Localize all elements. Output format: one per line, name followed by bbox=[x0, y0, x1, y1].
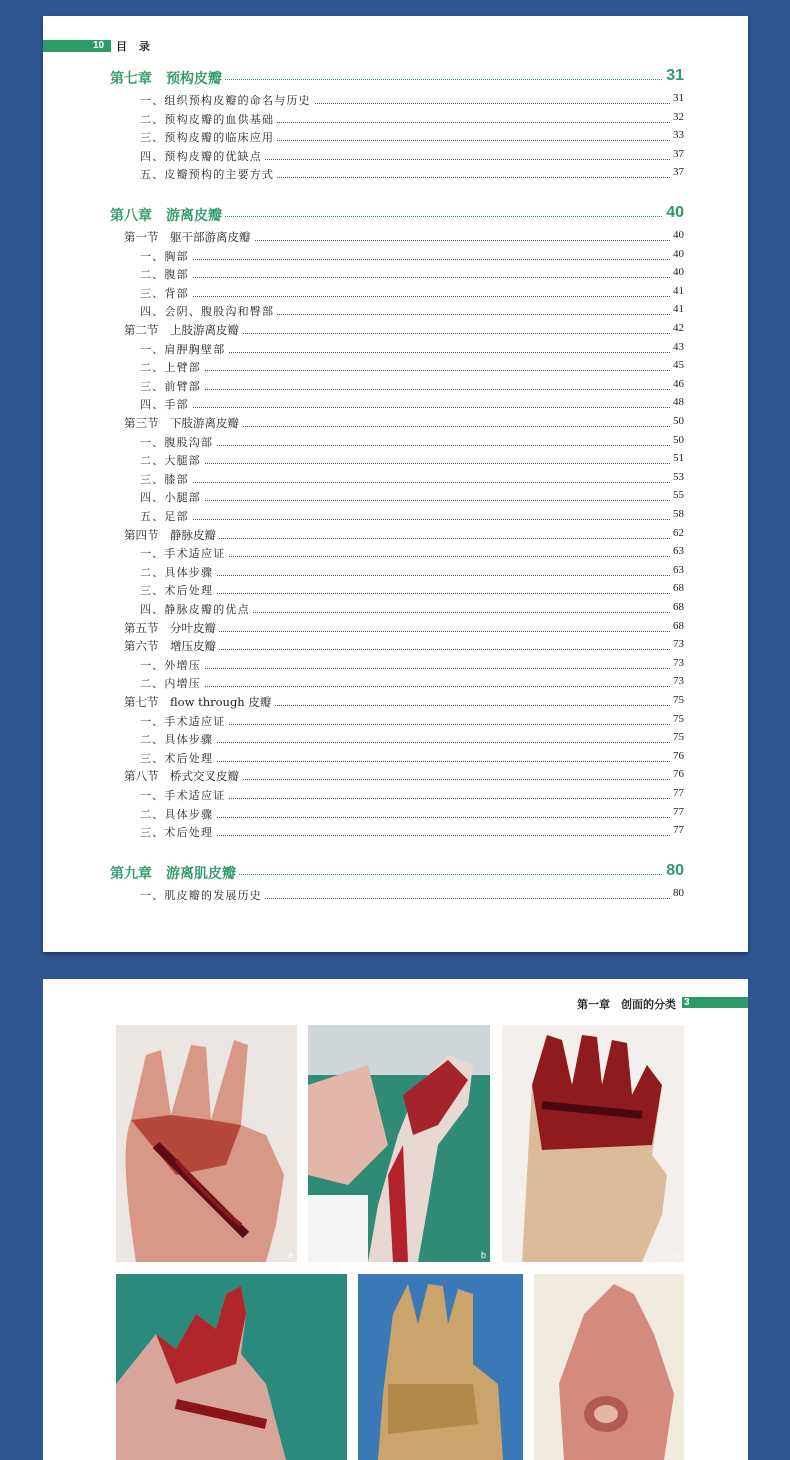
toc-item bbox=[43, 731, 748, 749]
toc-label: 一、胸部 bbox=[140, 248, 192, 264]
toc-page-number: 40 bbox=[670, 229, 684, 241]
toc-item bbox=[43, 285, 748, 303]
toc-leader-dots bbox=[183, 778, 684, 780]
toc-page-number: 73 bbox=[670, 675, 684, 687]
toc-leader-dots bbox=[183, 369, 684, 371]
toc-item bbox=[43, 582, 748, 600]
toc-page-number: 40 bbox=[670, 266, 684, 278]
toc-leader-dots bbox=[183, 537, 684, 539]
toc-item bbox=[43, 564, 748, 582]
toc-leader-dots bbox=[183, 444, 684, 446]
toc-leader-dots bbox=[183, 276, 684, 278]
header-page-number: 10 bbox=[93, 40, 105, 51]
toc-page-number: 58 bbox=[670, 508, 684, 520]
toc-chapter bbox=[43, 205, 748, 223]
toc-section bbox=[43, 694, 748, 712]
chapter-header-title: 第一章 创面的分类 bbox=[577, 998, 676, 1011]
toc-label: 二、具体步骤 bbox=[140, 564, 216, 580]
toc-label: 三、术后处理 bbox=[140, 750, 216, 766]
toc-label: 第一节 躯干部游离皮瓣 bbox=[124, 229, 254, 245]
toc-section bbox=[43, 322, 748, 340]
toc-label: 一、组织预构皮瓣的命名与历史 bbox=[140, 92, 314, 108]
toc-page-number: 37 bbox=[670, 148, 684, 160]
toc-leader-dots bbox=[183, 481, 684, 483]
toc-leader-dots bbox=[183, 258, 684, 260]
toc-page-number: 33 bbox=[670, 129, 684, 141]
toc-leader-dots bbox=[183, 332, 684, 334]
toc-label: 三、术后处理 bbox=[140, 824, 216, 840]
toc-label: 第六节 增压皮瓣 bbox=[124, 638, 219, 654]
toc-item bbox=[43, 471, 748, 489]
toc-leader-dots bbox=[183, 760, 684, 762]
toc-label: 四、会阴、腹股沟和臀部 bbox=[140, 303, 277, 319]
toc-page-number: 73 bbox=[670, 657, 684, 669]
toc-leader-dots bbox=[193, 873, 684, 875]
toc-leader-dots bbox=[183, 816, 684, 818]
toc-label: 二、腹部 bbox=[140, 266, 192, 282]
toc-item bbox=[43, 341, 748, 359]
toc-page bbox=[43, 16, 748, 952]
toc-label: 一、手术适应证 bbox=[140, 713, 228, 729]
toc-page-number: 62 bbox=[670, 527, 684, 539]
toc-item bbox=[43, 248, 748, 266]
toc-item bbox=[43, 508, 748, 526]
toc-leader-dots bbox=[183, 574, 684, 576]
toc-leader-dots bbox=[193, 78, 684, 80]
toc-item bbox=[43, 824, 748, 842]
toc-label: 第三节 下肢游离皮瓣 bbox=[124, 415, 242, 431]
toc-page-number: 77 bbox=[670, 806, 684, 818]
toc-leader-dots bbox=[183, 741, 684, 743]
toc-label: 五、足部 bbox=[140, 508, 192, 524]
toc-label: 一、外增压 bbox=[140, 657, 204, 673]
toc-item bbox=[43, 129, 748, 147]
photo-a bbox=[116, 1025, 297, 1262]
toc-item bbox=[43, 166, 748, 184]
toc-label: 四、小腿部 bbox=[140, 489, 204, 505]
toc-page-number: 68 bbox=[670, 582, 684, 594]
toc-page-number: 63 bbox=[670, 545, 684, 557]
toc-label: 第二节 上肢游离皮瓣 bbox=[124, 322, 242, 338]
toc-label: 一、手术适应证 bbox=[140, 787, 228, 803]
toc-page-number: 77 bbox=[670, 824, 684, 836]
toc-leader-dots bbox=[193, 215, 684, 217]
toc-label: 二、具体步骤 bbox=[140, 806, 216, 822]
toc-page-number: 31 bbox=[670, 92, 684, 104]
toc-page-number: 76 bbox=[670, 750, 684, 762]
toc-label: 二、内增压 bbox=[140, 675, 204, 691]
toc-item bbox=[43, 266, 748, 284]
toc-leader-dots bbox=[183, 797, 684, 799]
toc-leader-dots bbox=[183, 351, 684, 353]
toc-label: 第四节 静脉皮瓣 bbox=[124, 527, 219, 543]
toc-leader-dots bbox=[183, 667, 684, 669]
toc-label: 三、前臂部 bbox=[140, 378, 204, 394]
toc-item bbox=[43, 601, 748, 619]
toc-label: 一、肌皮瓣的发展历史 bbox=[140, 887, 265, 903]
toc-label: 三、预构皮瓣的临床应用 bbox=[140, 129, 277, 145]
toc-page-number: 77 bbox=[670, 787, 684, 799]
toc-label: 四、手部 bbox=[140, 396, 192, 412]
toc-item bbox=[43, 92, 748, 110]
toc-item bbox=[43, 806, 748, 824]
photo-label: b bbox=[480, 1250, 486, 1260]
toc-item bbox=[43, 887, 748, 905]
toc-item bbox=[43, 545, 748, 563]
toc-label: 三、膝部 bbox=[140, 471, 192, 487]
toc-page-number: 68 bbox=[670, 620, 684, 632]
toc-item bbox=[43, 750, 748, 768]
toc-item bbox=[43, 452, 748, 470]
photo-page bbox=[43, 979, 748, 1460]
toc-label: 三、背部 bbox=[140, 285, 192, 301]
toc-leader-dots bbox=[183, 425, 684, 427]
toc-item bbox=[43, 396, 748, 414]
toc-leader-dots bbox=[183, 239, 684, 241]
toc-leader-dots bbox=[183, 834, 684, 836]
toc-page-number: 73 bbox=[670, 638, 684, 650]
toc-item bbox=[43, 303, 748, 321]
toc-page-number: 75 bbox=[670, 731, 684, 743]
toc-page-number: 80 bbox=[663, 862, 684, 880]
toc-item bbox=[43, 713, 748, 731]
toc-page-number: 50 bbox=[670, 434, 684, 446]
toc-section bbox=[43, 620, 748, 638]
toc-section bbox=[43, 229, 748, 247]
toc-leader-dots bbox=[183, 611, 684, 613]
toc-section bbox=[43, 638, 748, 656]
toc-leader-dots bbox=[183, 406, 684, 408]
toc-page-number: 40 bbox=[670, 248, 684, 260]
toc-leader-dots bbox=[183, 648, 684, 650]
toc-label: 第五节 分叶皮瓣 bbox=[124, 620, 219, 636]
photo-f bbox=[534, 1274, 684, 1460]
toc-page-number: 40 bbox=[663, 204, 684, 222]
header-page-number: 3 bbox=[684, 997, 690, 1008]
toc-label: 二、上臂部 bbox=[140, 359, 204, 375]
toc-page-number: 45 bbox=[670, 359, 684, 371]
toc-page-number: 68 bbox=[670, 601, 684, 613]
toc-chapter bbox=[43, 863, 748, 881]
toc-label: 四、预构皮瓣的优缺点 bbox=[140, 148, 265, 164]
toc-leader-dots bbox=[183, 462, 684, 464]
photo-c bbox=[502, 1025, 684, 1262]
toc-page-number: 53 bbox=[670, 471, 684, 483]
toc-item bbox=[43, 434, 748, 452]
toc-leader-dots bbox=[183, 518, 684, 520]
toc-label: 一、手术适应证 bbox=[140, 545, 228, 561]
photo-b bbox=[308, 1025, 490, 1262]
toc-label: 五、皮瓣预构的主要方式 bbox=[140, 166, 277, 182]
header-accent-bar bbox=[682, 997, 748, 1008]
toc-item bbox=[43, 787, 748, 805]
photo-e bbox=[358, 1274, 523, 1460]
toc-item bbox=[43, 657, 748, 675]
toc-leader-dots bbox=[183, 592, 684, 594]
toc-page-number: 75 bbox=[670, 713, 684, 725]
toc-page-number: 46 bbox=[670, 378, 684, 390]
toc-page-number: 42 bbox=[670, 322, 684, 334]
toc-leader-dots bbox=[183, 555, 684, 557]
toc-item bbox=[43, 378, 748, 396]
toc-leader-dots bbox=[183, 295, 684, 297]
photo-d bbox=[116, 1274, 347, 1460]
toc-page-number: 48 bbox=[670, 396, 684, 408]
toc-leader-dots bbox=[183, 685, 684, 687]
toc-label: 第七节 flow through 皮瓣 bbox=[124, 694, 274, 710]
header-title: 目 录 bbox=[116, 40, 154, 53]
toc-label: 四、静脉皮瓣的优点 bbox=[140, 601, 253, 617]
toc-leader-dots bbox=[183, 723, 684, 725]
toc-page-number: 31 bbox=[663, 67, 684, 85]
toc-label: 二、大腿部 bbox=[140, 452, 204, 468]
toc-page-number: 50 bbox=[670, 415, 684, 427]
toc-leader-dots bbox=[183, 388, 684, 390]
toc-page-number: 37 bbox=[670, 166, 684, 178]
toc-page-number: 55 bbox=[670, 489, 684, 501]
toc-page-number: 41 bbox=[670, 285, 684, 297]
toc-label: 二、具体步骤 bbox=[140, 731, 216, 747]
toc-page-number: 63 bbox=[670, 564, 684, 576]
toc-label: 第九章 游离肌皮瓣 bbox=[110, 863, 239, 883]
toc-page-number: 80 bbox=[670, 887, 684, 899]
toc-section bbox=[43, 768, 748, 786]
toc-label: 一、腹股沟部 bbox=[140, 434, 216, 450]
toc-page-number: 41 bbox=[670, 303, 684, 315]
toc-page-number: 51 bbox=[670, 452, 684, 464]
toc-label: 三、术后处理 bbox=[140, 582, 216, 598]
toc-label: 二、预构皮瓣的血供基础 bbox=[140, 111, 277, 127]
toc-section bbox=[43, 527, 748, 545]
toc-page-number: 32 bbox=[670, 111, 684, 123]
toc-chapter bbox=[43, 68, 748, 86]
toc-item bbox=[43, 359, 748, 377]
toc-label: 第八章 游离皮瓣 bbox=[110, 205, 225, 225]
toc-item bbox=[43, 489, 748, 507]
toc-page-number: 43 bbox=[670, 341, 684, 353]
toc-section bbox=[43, 415, 748, 433]
toc-label: 第八节 桥式交叉皮瓣 bbox=[124, 768, 242, 784]
photo-label: a bbox=[287, 1250, 293, 1260]
toc-label: 一、肩胛胸壁部 bbox=[140, 341, 228, 357]
toc-label: 第七章 预构皮瓣 bbox=[110, 68, 225, 88]
toc-leader-dots bbox=[183, 499, 684, 501]
toc-page-number: 76 bbox=[670, 768, 684, 780]
toc-item bbox=[43, 675, 748, 693]
photo-label: c bbox=[675, 1250, 680, 1260]
toc-item bbox=[43, 148, 748, 166]
toc-page-number: 75 bbox=[670, 694, 684, 706]
toc-leader-dots bbox=[183, 630, 684, 632]
toc-item bbox=[43, 111, 748, 129]
